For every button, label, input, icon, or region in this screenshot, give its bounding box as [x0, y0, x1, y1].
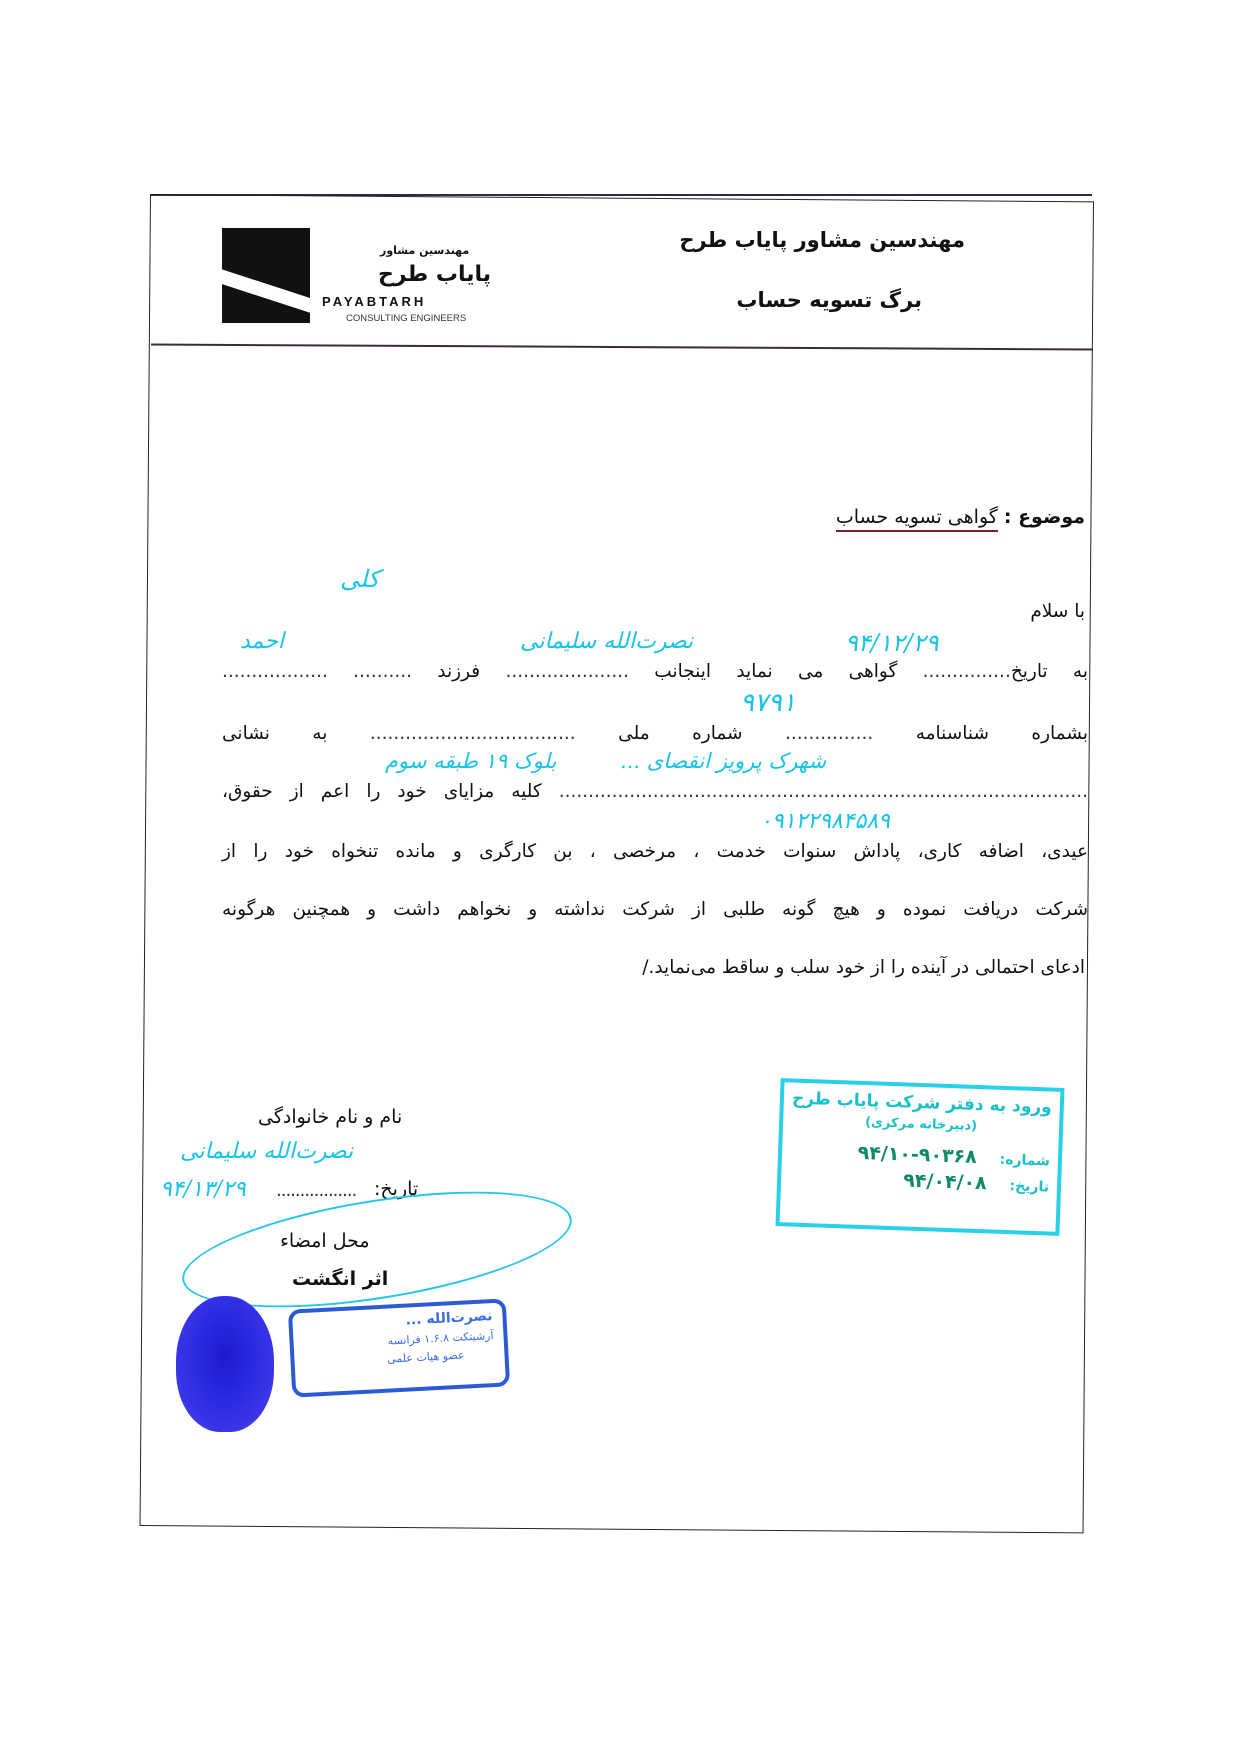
greeting: با سلام [1030, 601, 1085, 622]
stamp-number-label: شماره: [999, 1151, 1051, 1170]
hw-address-1: بلوک ۱۹ طبقه سوم [385, 749, 557, 773]
date-label: تاریخ: [374, 1178, 419, 1200]
company-logo-mark [222, 228, 310, 323]
label-address: به نشانی [222, 723, 328, 744]
date-dots: ................. [276, 1180, 357, 1201]
stamp-company-line2: (دبیرخانه مرکزی) [864, 1115, 978, 1134]
stamp-date: ۹۴/۰۴/۰۸ [902, 1169, 988, 1195]
stamp-date-label: تاریخ: [1009, 1178, 1050, 1196]
subject-label: موضوع : [1003, 506, 1085, 528]
hw-name: نصرت‌الله سلیمانی [520, 629, 694, 654]
hw-sig-name: نصرت‌الله سلیمانی [180, 1139, 354, 1164]
stamp-personal-line2: آرشیتکت ۱.۶.۸ فرانسه [387, 1329, 494, 1348]
stamp-company-line1: ورود به دفتر شرکت پایاب طرح [791, 1088, 1053, 1118]
hw-phone: ۰۹۱۲۲۹۸۴۵۸۹ [760, 809, 890, 834]
sign-label: محل امضاء [280, 1230, 370, 1252]
label-id-number: بشماره شناسنامه [915, 723, 1089, 744]
logo-subtitle: CONSULTING ENGINEERS [346, 313, 467, 324]
personal-stamp [288, 1298, 510, 1397]
company-title: مهندسین مشاور پایاب طرح [679, 228, 965, 252]
hw-name-note: کلی [340, 565, 380, 593]
subject-value: گواهی تسویه حساب [836, 506, 998, 532]
body-line-4: عیدی، اضافه کاری، پاداش سنوات خدمت ، مرخصی ، بن کارگری و مانده تنخواه خود را از [222, 841, 1088, 862]
hw-father: احمد [240, 629, 284, 654]
hw-date: ۹۴/۱۲/۲۹ [845, 629, 939, 657]
stamp-number: ۹۰۳۶۸-۹۴/۱۰ [857, 1141, 978, 1168]
label-certify: گواهی می نماید اینجانب [654, 661, 898, 682]
fingerprint [176, 1296, 274, 1432]
stamp-personal-line1: نصرت‌الله ... [405, 1308, 493, 1329]
hw-sig-date: ۹۴/۱۳/۲۹ [160, 1177, 246, 1202]
body-line-1: به تاریخ............... گواهی می نماید اینجانب ..................... فرزند .......... .................. [222, 661, 1089, 682]
logo-text-small: مهندسین مشاور [380, 244, 470, 257]
stamp-date-row [789, 1165, 1050, 1196]
body-line-3: .......................................................................................... کلیه مزایای خود را اعم از حقوق، [222, 781, 1088, 802]
label-date: به تاریخ [1010, 661, 1089, 682]
body-line-6: ادعای احتمالی در آینده را از خود سلب و ساقط می‌نماید./ [642, 957, 1085, 978]
stamp-personal-line3: عضو هیات علمی [386, 1348, 465, 1366]
subject [836, 506, 1085, 528]
hw-id-number: ۹۷۹۱ [740, 688, 796, 718]
company-receipt-stamp [776, 1078, 1065, 1236]
body-text-3: کلیه مزایای خود را اعم از حقوق، [222, 781, 542, 802]
body-line-5: شرکت دریافت نموده و هیچ گونه طلبی از شرکت نداشته و نخواهم داشت و همچنین هرگونه [222, 899, 1088, 920]
label-national-id: شماره ملی [618, 723, 743, 744]
logo-text-fa: پایاب طرح [378, 262, 492, 287]
label-child-of: فرزند [437, 661, 481, 682]
form-title: برگ تسویه حساب [736, 288, 922, 312]
name-label: نام و نام خانوادگی [258, 1106, 403, 1128]
hw-address-2: شهرک پرویز انقصای ... [620, 749, 827, 773]
logo-text-en: PAYABTARH [322, 294, 427, 309]
fingerprint-label: اثر انگشت [292, 1268, 389, 1290]
body-line-2: بشماره شناسنامه ............... شماره ملی ................................... به نشانی [222, 723, 1089, 744]
